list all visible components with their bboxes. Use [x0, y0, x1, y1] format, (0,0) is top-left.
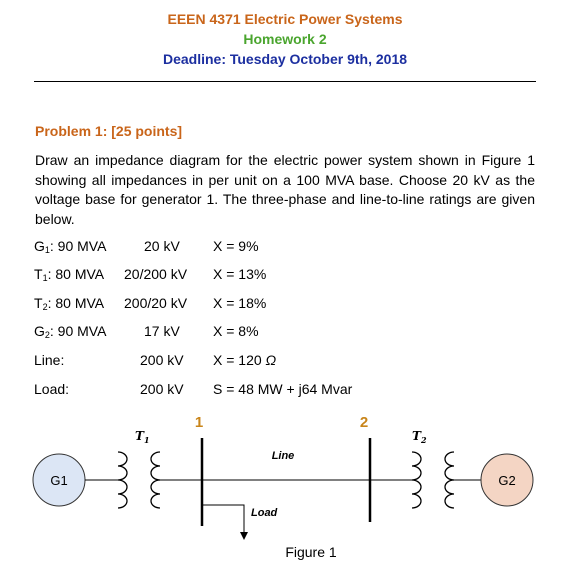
transformer-t1-primary [118, 452, 127, 508]
g2-label: G2 [498, 473, 516, 488]
load-connection [202, 505, 244, 536]
t1-label: $T_1$ [135, 429, 150, 445]
one-line-diagram [0, 400, 570, 568]
course-title: EEEN 4371 Electric Power Systems [167, 11, 403, 27]
bus-2-label: 2 [359, 414, 369, 431]
divider [34, 81, 536, 82]
transformer-t2-primary [412, 452, 421, 508]
line-label: Line [271, 450, 295, 462]
problem-title: Problem 1: [25 points] [35, 123, 183, 139]
deadline: Deadline: Tuesday October 9th, 2018 [162, 51, 408, 67]
load-label: Load [251, 507, 278, 519]
transformer-t1-secondary [151, 452, 160, 508]
problem-text: Draw an impedance diagram for the electric power system shown in Figure 1 showing all impedances in per unit on a 100 MVA base. Choose 20 kV as the voltage base for generator 1. The three-phase and line-to-line ratings are given below. [35, 152, 535, 227]
bus-1-label: 1 [194, 414, 204, 431]
t2-label: $T_2$ [412, 429, 427, 445]
transformer-t2-secondary [445, 452, 454, 508]
load-arrow-icon [240, 532, 248, 540]
g1-label: G1 [50, 473, 68, 488]
figure-caption: Figure 1 [285, 544, 337, 560]
homework-title: Homework 2 [243, 31, 327, 47]
